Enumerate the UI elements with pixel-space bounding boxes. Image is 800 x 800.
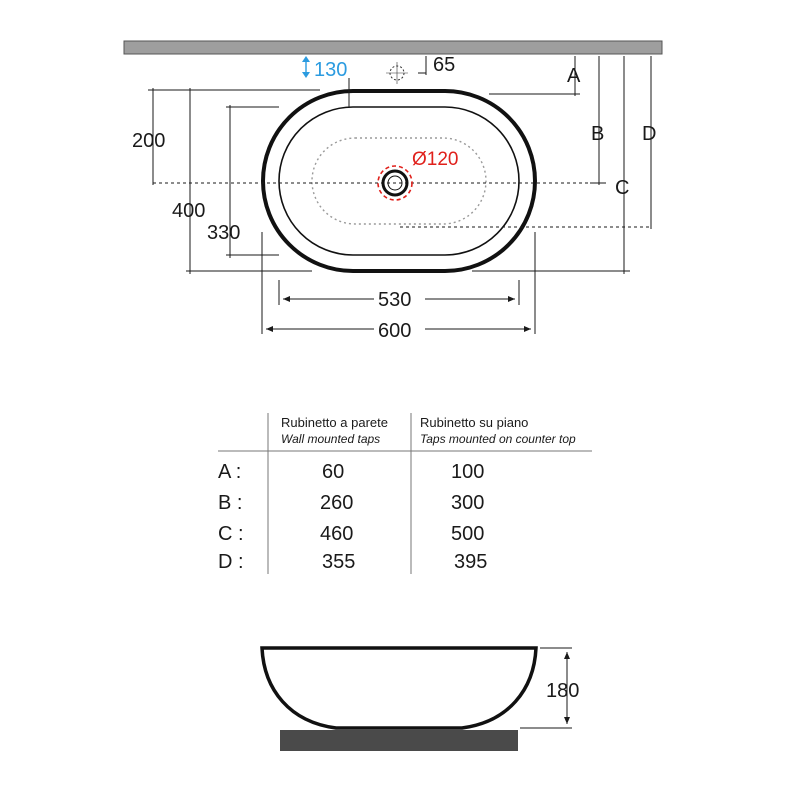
- bowl-bottom-outline: [312, 138, 486, 224]
- dim-530-label: 530: [378, 289, 412, 311]
- row-label: B :: [218, 492, 243, 514]
- table-row: [218, 523, 484, 545]
- col1-title: Rubinetto a parete: [281, 415, 388, 430]
- row-wall-value: 60: [322, 461, 345, 483]
- counter-top: [280, 730, 518, 751]
- plan-view: [124, 41, 662, 342]
- side-view: [262, 648, 579, 751]
- basin-inner-rim: [279, 107, 519, 255]
- dimension-table: [218, 413, 592, 574]
- col2-subtitle: Taps mounted on counter top: [420, 432, 576, 446]
- table-row: [218, 492, 484, 514]
- tap-height-label: 130: [314, 59, 348, 81]
- row-label: C :: [218, 523, 244, 545]
- row-label: A :: [218, 461, 242, 483]
- col1-subtitle: Wall mounted taps: [281, 432, 381, 446]
- height-label: 180: [546, 680, 580, 702]
- row-counter-value: 500: [451, 523, 485, 545]
- letter-a: A: [567, 65, 581, 87]
- row-wall-value: 260: [320, 492, 354, 514]
- dim-600-label: 600: [378, 320, 412, 342]
- letter-b: B: [591, 123, 605, 145]
- table-row: [218, 461, 484, 483]
- row-counter-value: 100: [451, 461, 485, 483]
- row-counter-value: 300: [451, 492, 485, 514]
- tap-hole-icon: [386, 62, 408, 84]
- row-wall-value: 355: [322, 551, 356, 573]
- dim-200-label: 200: [132, 130, 166, 152]
- basin-side-profile: [262, 648, 536, 728]
- row-wall-value: 460: [320, 523, 354, 545]
- wall-bar: [124, 41, 662, 54]
- letter-d: D: [642, 123, 657, 145]
- letter-c: C: [615, 177, 630, 199]
- table-row: [218, 551, 487, 573]
- col2-title: Rubinetto su piano: [420, 415, 529, 430]
- tap-offset-label: 65: [433, 54, 456, 76]
- height-arrow-icon: [302, 56, 310, 78]
- row-counter-value: 395: [454, 551, 488, 573]
- basin-outer-rim: [263, 91, 535, 271]
- drain-diameter-label: Ø120: [412, 149, 459, 170]
- row-label: D :: [218, 551, 244, 573]
- dim-330-label: 330: [207, 222, 241, 244]
- dim-400-label: 400: [172, 200, 206, 222]
